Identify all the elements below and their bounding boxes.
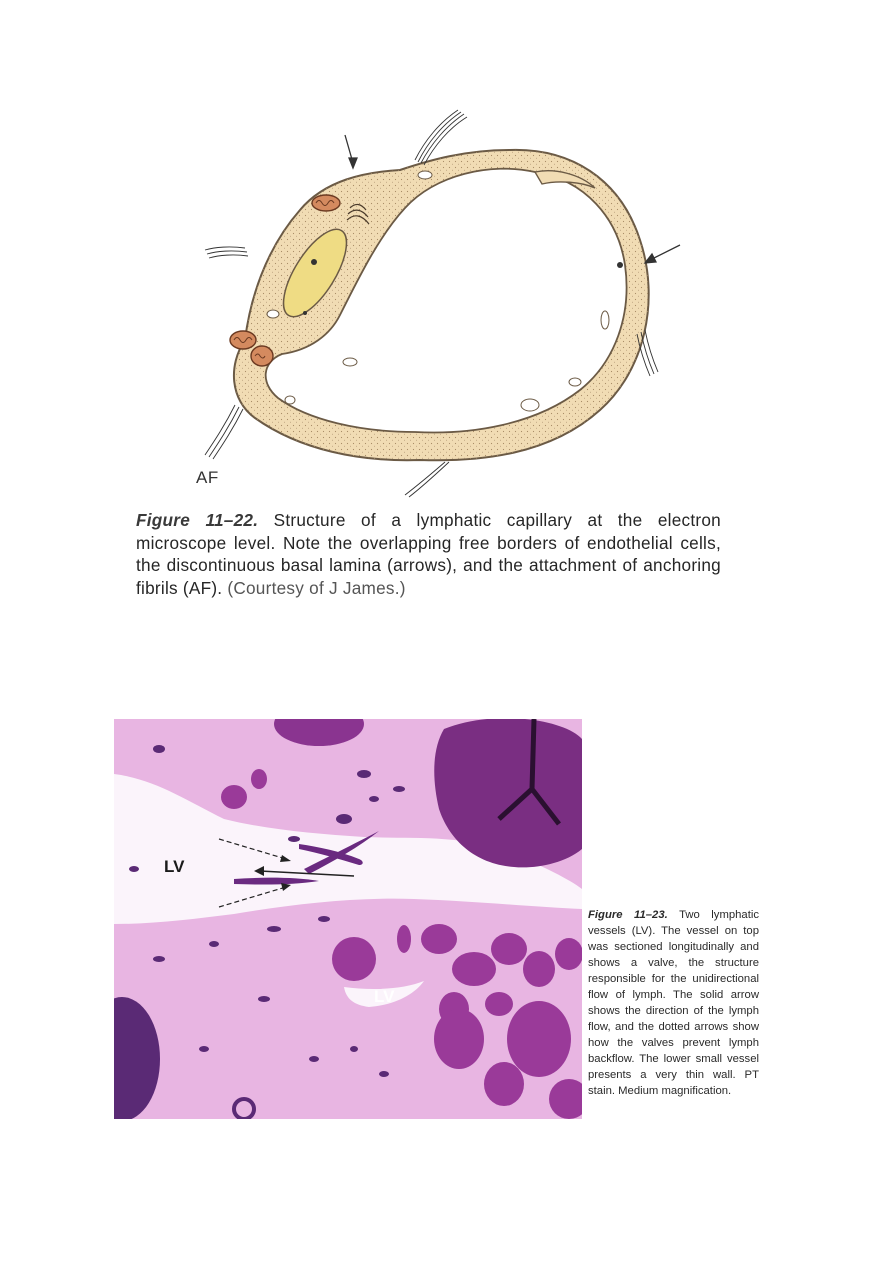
mitochondrion [230,331,256,349]
figure-11-22-caption [136,509,721,599]
lymphatic-vessels-micrograph [114,719,582,1119]
lv-label-top: LV [164,857,185,876]
caption-credit: (Courtesy of J James.) [227,577,406,598]
lv-label-bottom: LV [374,987,395,1006]
caption-text: Structure of a lymphatic capillary at the electron microscope level. Note the overlapping free borders of endothelial cells, the discontinuous basal lamina (arrows), and the attachment of anchoring fibrils (AF). [136,510,721,598]
lymphatic-capillary-drawing [190,100,700,500]
figure-11-23-caption [588,907,759,1099]
figure-number: Figure 11–23. [588,909,668,921]
caption-text: Two lymphatic vessels (LV). The vessel on top was sectioned longitudinally and shows a valve, the structure responsible for the unidirectional flow of lymph. The solid arrow shows the direction of the lymph flow, and the dotted arrows show how the valves prevent lymph backflow. The lower small vessel presents a very thin wall. PT stain. Medium magnification. [588,909,760,1097]
anchoring-fibrils-label: AF [196,468,219,487]
figure-number: Figure 11–22. [136,510,259,530]
mitochondrion [251,346,273,366]
basal-lamina-arrow [645,245,680,263]
basal-lamina-arrow [345,135,357,168]
